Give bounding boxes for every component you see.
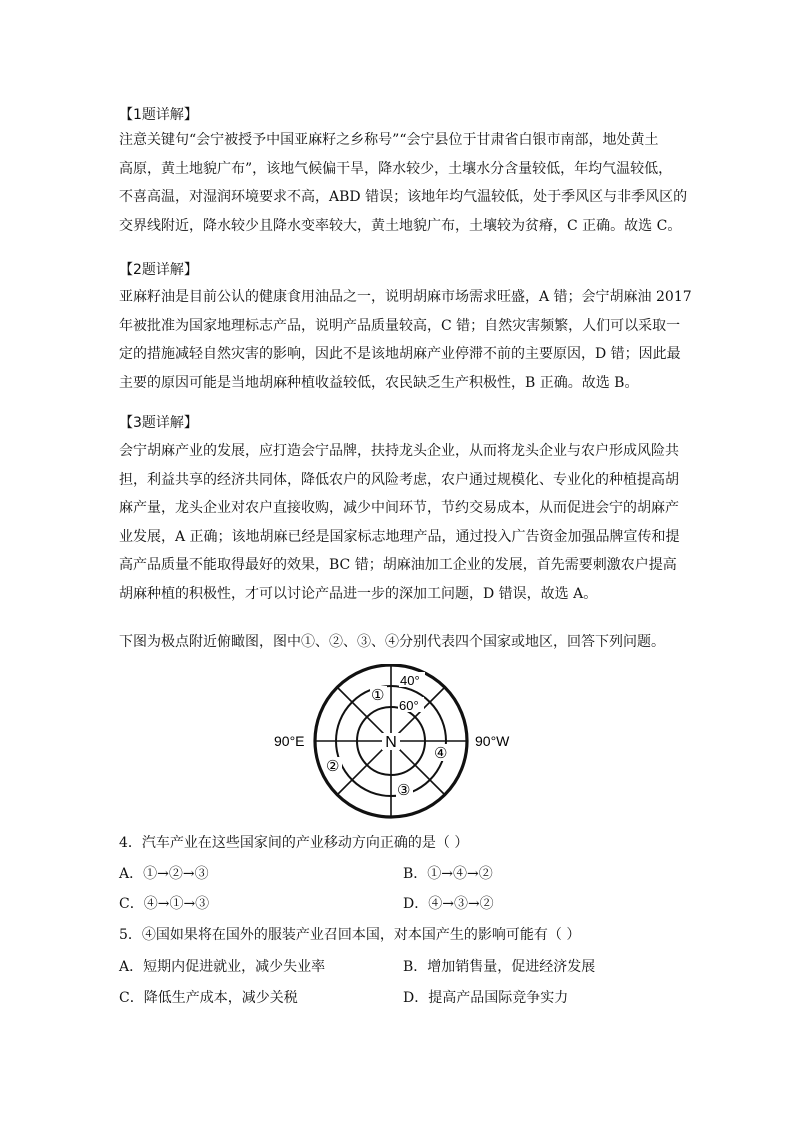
region-marker-2: ② <box>326 757 340 775</box>
pole-label: N <box>385 734 397 751</box>
latitude-label-60: 60° <box>399 698 419 713</box>
text-line: 不喜高温，对湿润环境要求不高，ABD 错误；该地年均气温较低，处于季风区与非季风区的 <box>119 189 688 206</box>
text-line: 交界线附近，降水较少且降水变率较大，黄土地貌广布，土壤较为贫瘠，C 正确。故选 C。 <box>119 217 682 234</box>
question-4-option-b: B．①→④→② <box>403 866 493 882</box>
latitude-label-40: 40° <box>400 673 420 688</box>
section-body-2 <box>119 283 692 397</box>
question-5-stem: 5．④国如果将在国外的服装产业召回本国，对本国产生的影响可能有（ ） <box>119 927 581 943</box>
longitude-label-90e: 90°E <box>274 733 305 749</box>
text-line: 定的措施减轻自然灾害的影响，因此不是该地胡麻产业停滞不前的主要原因，D 错；因此最 <box>119 346 681 363</box>
section-title-2: 【2题详解】 <box>119 262 198 278</box>
question-4-stem: 4．汽车产业在这些国家间的产业移动方向正确的是（ ） <box>119 835 469 851</box>
question-4-option-c: C．④→①→③ <box>119 896 210 912</box>
longitude-label-90w: 90°W <box>475 733 510 749</box>
question-5-option-a: A．短期内促进就业，减少失业率 <box>119 959 326 975</box>
region-marker-4: ④ <box>434 744 448 762</box>
section-title-3: 【3题详解】 <box>119 415 198 431</box>
region-marker-3: ③ <box>397 781 411 799</box>
text-line: 高原，黄土地貌广布”，该地气候偏干旱，降水较少，土壤水分含量较低，年均气温较低， <box>119 160 673 177</box>
text-line: 高产品质量不能取得最好的效果，BC 错；胡麻油加工企业的发展，首先需要刺激农户提高 <box>119 557 677 574</box>
text-line: 会宁胡麻产业的发展，应打造会宁品牌，扶持龙头企业，从而将龙头企业与农户形成风险共 <box>119 443 679 459</box>
text-line: 主要的原因可能是当地胡麻种植收益较低，农民缺乏生产积极性，B 正确。故选 B。 <box>119 374 639 391</box>
section-body-3 <box>119 437 679 609</box>
text-line: 胡麻种植的积极性，才可以讨论产品进一步的深加工问题，D 错误，故选 A。 <box>119 585 598 602</box>
region-marker-1: ① <box>371 686 385 704</box>
polar-view-figure <box>270 664 520 819</box>
section-body-1 <box>119 126 688 240</box>
text-line: 注意关键句“会宁被授予中国亚麻籽之乡称号”“会宁县位于甘肃省白银市南部，地处黄土 <box>119 132 659 148</box>
question-4-option-d: D．④→③→② <box>403 896 494 912</box>
question-5-option-d: D．提高产品国际竞争实力 <box>403 990 569 1006</box>
question-5-option-b: B．增加销售量，促进经济发展 <box>403 959 596 975</box>
section-title-1: 【1题详解】 <box>119 107 198 123</box>
text-line: 亚麻籽油是目前公认的健康食用油品之一，说明胡麻市场需求旺盛，A 错；会宁胡麻油 2017 <box>119 289 692 305</box>
text-line: 年被批准为国家地理标志产品，说明产品质量较高，C 错；自然灾害频繁，人们可以采取一 <box>119 317 681 334</box>
polar-diagram <box>270 664 520 819</box>
text-line: 担，利益共享的经济共同体，降低农户的风险考虑，农户通过规模化、专业化的种植提高胡 <box>119 471 679 488</box>
text-line: 麻产量，龙头企业对农户直接收购，减少中间环节，节约交易成本，从而促进会宁的胡麻产 <box>119 500 679 517</box>
question-4-option-a: A．①→②→③ <box>119 866 209 882</box>
question-5-option-c: C．降低生产成本，减少关税 <box>119 990 298 1006</box>
figure-intro: 下图为极点附近俯瞰图，图中①、②、③、④分别代表四个国家或地区，回答下列问题。 <box>119 634 665 650</box>
text-line: 业发展，A 正确；该地胡麻已经是国家标志地理产品，通过投入广告资金加强品牌宣传和提 <box>119 528 680 545</box>
